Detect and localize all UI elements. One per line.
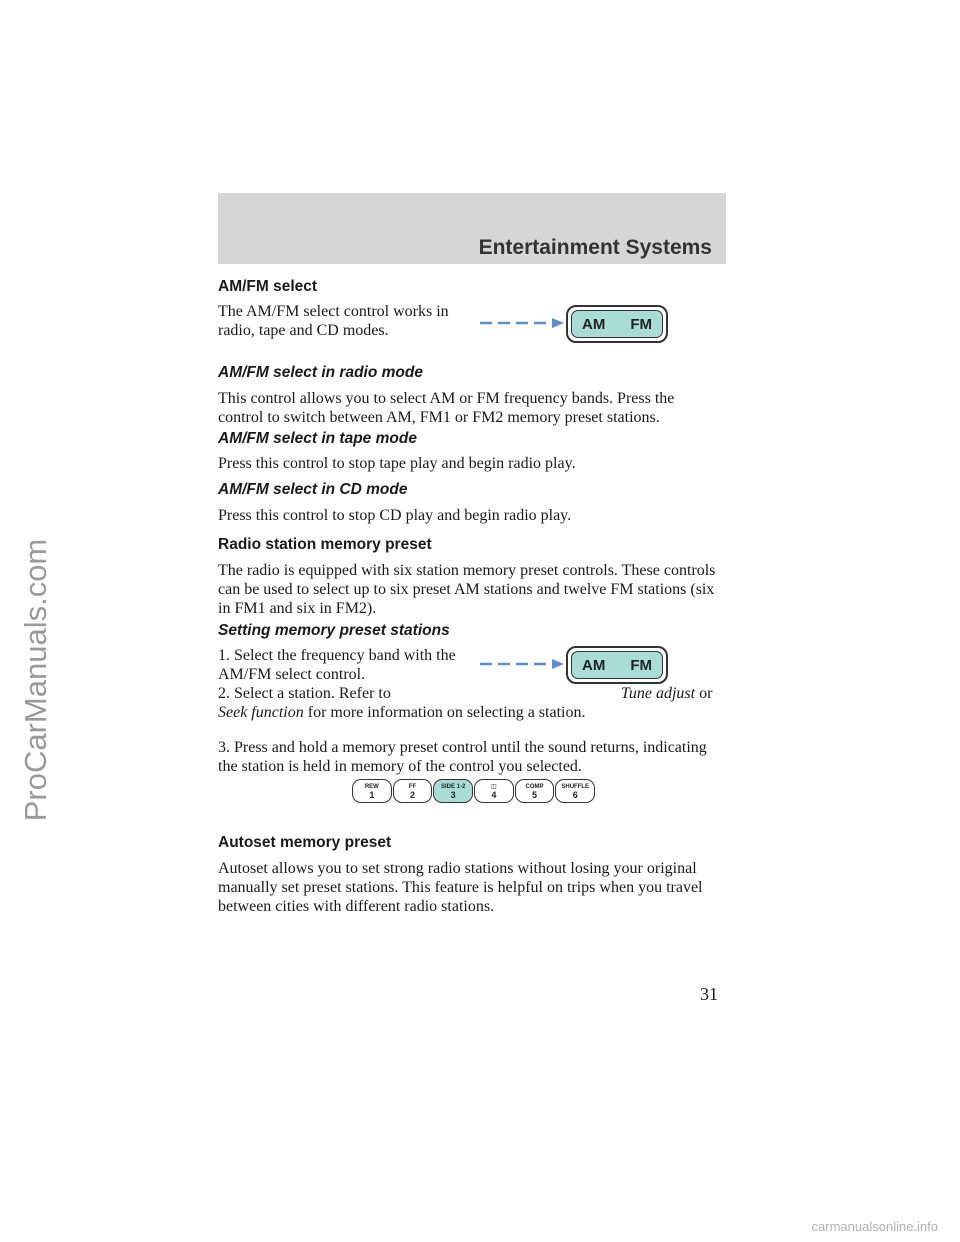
preset-number: 6: [572, 790, 578, 800]
amfm-select-heading: AM/FM select: [218, 278, 318, 295]
radio-mode-heading: AM/FM select in radio mode: [218, 364, 423, 381]
setting-step-2: [218, 684, 718, 722]
preset-label: SIDE 1-2: [441, 784, 466, 790]
tune-adjust-reference: Tune adjust: [620, 685, 696, 702]
preset-button-2: [393, 779, 433, 803]
radio-mode-text: This control allows you to select AM or FM frequency bands. Press the control to switch between AM, FM1 or FM2 memory preset stations.: [218, 390, 675, 426]
preset-label: COMP: [525, 784, 544, 790]
step2-suffix: for more information on selecting a station.: [307, 704, 586, 721]
fm-label: FM: [630, 315, 652, 333]
preset-button-4: [474, 779, 514, 803]
preset-number: 1: [369, 790, 375, 800]
amfm-button-illustration: [566, 646, 668, 684]
preset-label: REW: [364, 784, 379, 790]
tape-mode-heading: AM/FM select in tape mode: [218, 430, 417, 447]
autoset-text: Autoset allows you to set strong radio stations without losing your original manually set preset stations. This feature is helpful on trips when you travel between cities with different radio stations.: [218, 860, 703, 915]
preset-number: 3: [450, 790, 456, 800]
am-label: AM: [582, 656, 606, 674]
preset-number: 4: [491, 790, 497, 800]
preset-button-5: [515, 779, 555, 803]
seek-function-reference: Seek function: [218, 704, 304, 721]
fm-label: FM: [630, 656, 652, 674]
am-label: AM: [582, 315, 606, 333]
preset-button-1: [352, 779, 392, 803]
amfm-button-illustration: [566, 305, 668, 343]
radio-preset-text: The radio is equipped with six station memory preset controls. These controls can be used to select up to six preset AM stations and twelve FM stations (six in FM1 and six in FM2).: [218, 562, 716, 617]
dashed-arrow-icon: [480, 657, 566, 671]
preset-button-3: [433, 779, 473, 803]
preset-label: ◫: [491, 784, 497, 790]
preset-buttons-illustration: [352, 779, 596, 805]
step2-prefix: 2. Select a station. Refer to: [218, 685, 391, 702]
cd-mode-heading: AM/FM select in CD mode: [218, 481, 408, 498]
preset-number: 2: [410, 790, 416, 800]
preset-button-6: [555, 779, 595, 803]
page-number: 31: [700, 984, 718, 1004]
tape-mode-text: Press this control to stop tape play and begin radio play.: [218, 455, 576, 472]
dashed-arrow-icon: [480, 316, 566, 330]
side-watermark: ProCarManuals.com: [18, 538, 53, 822]
autoset-heading: Autoset memory preset: [218, 834, 392, 851]
preset-number: 5: [532, 790, 538, 800]
footer-watermark: carmanualsonline.info: [811, 1219, 938, 1234]
preset-label: SHUFFLE: [561, 784, 590, 790]
step2-or: or: [699, 685, 713, 702]
setting-step-1: 1. Select the frequency band with the AM/FM select control.: [218, 647, 456, 683]
section-header: [218, 193, 726, 264]
section-title: Entertainment Systems: [478, 236, 712, 259]
radio-preset-heading: Radio station memory preset: [218, 536, 432, 553]
preset-label: FF: [408, 784, 417, 790]
setting-step-3: 3. Press and hold a memory preset control until the sound returns, indicating the station is held in memory of the control you selected.: [218, 739, 707, 775]
cd-mode-text: Press this control to stop CD play and begin radio play.: [218, 507, 572, 524]
setting-presets-heading: Setting memory preset stations: [218, 622, 450, 639]
amfm-select-intro: The AM/FM select control works in radio, tape and CD modes.: [218, 303, 449, 339]
